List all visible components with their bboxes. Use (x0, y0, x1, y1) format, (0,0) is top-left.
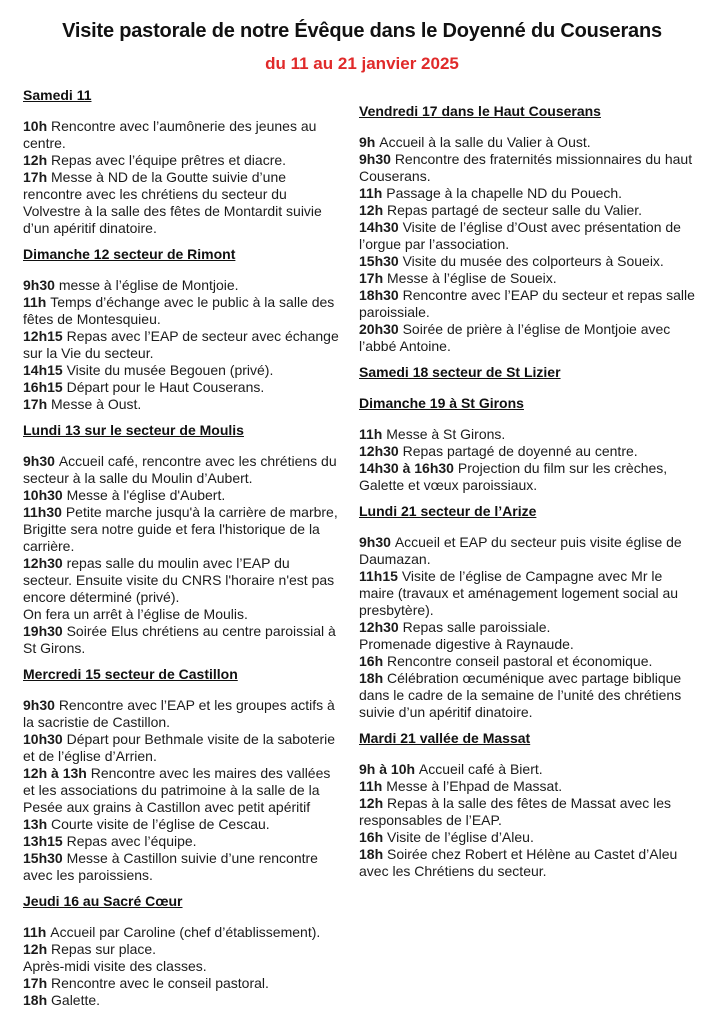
time-label: 12h15 (23, 328, 67, 344)
time-label: 12h30 (359, 443, 403, 459)
schedule-item (23, 941, 340, 958)
schedule-item (359, 829, 701, 846)
item-text: messe à l’église de Montjoie. (58, 277, 239, 293)
time-label: 14h30 (359, 219, 403, 235)
day-heading: Vendredi 17 dans le Haut Couserans (359, 103, 601, 119)
time-label: 11h15 (359, 568, 402, 584)
day-heading: Dimanche 19 à St Girons (359, 395, 524, 411)
schedule-item (23, 169, 340, 237)
day-section (359, 395, 701, 494)
item-text: Temps d’échange avec le public à la salle des fêtes de Montesquieu. (23, 294, 335, 327)
item-text: Messe à St Girons. (386, 426, 506, 442)
item-text: Accueil et EAP du secteur puis visite église de Daumazan. (359, 534, 682, 567)
time-label: 13h15 (23, 833, 67, 849)
item-text: Repas avec l’EAP de secteur avec échange sur la Vie du secteur. (23, 328, 339, 361)
schedule-item (359, 795, 701, 829)
item-text: Messe à l’Ehpad de Massat. (386, 778, 563, 794)
item-text: Accueil par Caroline (chef d’établissement). (50, 924, 321, 940)
item-text: Petite marche jusqu'à la carrière de marbre, Brigitte sera notre guide et fera l'historique de la carrière. (23, 504, 338, 554)
schedule-item (23, 697, 340, 731)
item-text: Rencontre avec les maires des vallées et les associations du patrimoine à la salle de la Pesée aux grains à Castillon avec petit apéritif (23, 765, 331, 815)
time-label: 9h (359, 134, 380, 150)
schedule-item (359, 151, 701, 185)
day-heading: Lundi 21 secteur de l’Arize (359, 503, 537, 519)
schedule-item (23, 816, 340, 833)
schedule-item (359, 219, 701, 253)
item-text: Rencontre avec l’aumônerie des jeunes au centre. (23, 118, 317, 151)
item-text: Rencontre avec l’EAP et les groupes actifs à la sacristie de Castillon. (23, 697, 335, 730)
time-label: 10h30 (23, 731, 67, 747)
schedule-item (23, 958, 340, 975)
item-text: Messe à l’église de Soueix. (387, 270, 557, 286)
item-text: Départ pour Bethmale visite de la saboterie et de l’église d’Arrien. (23, 731, 336, 764)
time-label: 17h (23, 169, 52, 185)
schedule-item (23, 118, 340, 152)
time-label: 10h (23, 118, 52, 134)
time-label: 11h30 (23, 504, 66, 520)
time-label: 18h (359, 670, 388, 686)
day-section (23, 666, 340, 884)
time-label: 13h (23, 816, 52, 832)
page-subtitle: du 11 au 21 janvier 2025 (265, 54, 459, 73)
schedule-item (23, 396, 340, 413)
item-text: Visite du musée Begouen (privé). (66, 362, 274, 378)
schedule-item (23, 277, 340, 294)
schedule-item (23, 731, 340, 765)
item-text: Rencontre avec le conseil pastoral. (51, 975, 269, 991)
time-label: 11h (23, 294, 51, 310)
schedule-item (23, 924, 340, 941)
schedule-item (359, 426, 701, 443)
time-label: 12h (359, 202, 388, 218)
schedule-item (359, 653, 701, 670)
time-label: 12h (23, 941, 52, 957)
schedule-item (359, 534, 701, 568)
item-text: Messe à l'église d'Aubert. (66, 487, 226, 503)
day-heading: Samedi 18 secteur de St Lizier (359, 364, 561, 380)
schedule-item (359, 443, 701, 460)
item-text: Départ pour le Haut Couserans. (66, 379, 265, 395)
schedule-item (359, 778, 701, 795)
item-text: Repas salle paroissiale. (402, 619, 551, 635)
item-text: Messe à Castillon suivie d’une rencontre avec les paroissiens. (23, 850, 318, 883)
time-label: 17h (23, 396, 52, 412)
schedule-item (359, 619, 701, 636)
time-label: 11h (359, 778, 387, 794)
schedule-item (359, 568, 701, 619)
item-text: Repas à la salle des fêtes de Massat avec les responsables de l’EAP. (359, 795, 672, 828)
item-text: Galette. (51, 992, 101, 1008)
schedule-item (359, 846, 701, 880)
item-text: Projection du film sur les crèches, Galette et vœux paroissiaux. (359, 460, 668, 493)
item-text: Célébration œcuménique avec partage biblique dans le cadre de la semaine de l’unité des chrétiens suivie d’un apéritif dinatoire. (359, 670, 682, 720)
schedule-item (359, 270, 701, 287)
time-label: 9h30 (23, 277, 59, 293)
schedule-item (23, 294, 340, 328)
day-heading: Mardi 21 vallée de Massat (359, 730, 531, 746)
time-label: 9h30 (23, 697, 59, 713)
schedule-item (359, 761, 701, 778)
item-text: Accueil café, rencontre avec les chrétiens du secteur à la salle du Moulin d’Aubert. (23, 453, 337, 486)
time-label: 16h (359, 829, 388, 845)
time-label: 17h (23, 975, 52, 991)
schedule-item (23, 992, 340, 1009)
day-section (359, 364, 701, 381)
schedule-item (359, 460, 701, 494)
item-text: Courte visite de l’église de Cescau. (51, 816, 270, 832)
schedule-item (359, 321, 701, 355)
time-label: 18h (359, 846, 388, 862)
item-text: Rencontre conseil pastoral et économique. (387, 653, 653, 669)
time-label: 11h (359, 185, 387, 201)
schedule-item (23, 623, 340, 657)
item-text: Repas avec l’équipe prêtres et diacre. (51, 152, 287, 168)
day-section (23, 87, 340, 237)
schedule-item (359, 636, 701, 653)
schedule-item (23, 765, 340, 816)
item-text: Visite de l’église de Campagne avec Mr le maire (travaux et aménagement logement social au presbytère). (359, 568, 679, 618)
time-label: 11h (23, 924, 51, 940)
item-text: Soirée chez Robert et Hélène au Castet d’Aleu avec les Chrétiens du secteur. (359, 846, 678, 879)
time-label: 14h30 à 16h30 (359, 460, 458, 476)
day-section (23, 422, 340, 657)
schedule-item (359, 134, 701, 151)
schedule-item (23, 606, 340, 623)
time-label: 12h (23, 152, 52, 168)
time-label: 18h (23, 992, 52, 1008)
time-label: 9h à 10h (359, 761, 419, 777)
item-text: Messe à Oust. (51, 396, 142, 412)
day-section (23, 893, 340, 1009)
day-heading: Mercredi 15 secteur de Castillon (23, 666, 238, 682)
item-text: Visite de l’église d’Aleu. (387, 829, 534, 845)
schedule-item (23, 152, 340, 169)
schedule-columns (20, 87, 704, 1018)
time-label: 16h15 (23, 379, 67, 395)
schedule-item (23, 379, 340, 396)
page-title: Visite pastorale de notre Évêque dans le Doyenné du Couserans (62, 20, 662, 42)
time-label: 12h (359, 795, 388, 811)
item-text: On fera un arrêt à l’église de Moulis. (23, 606, 248, 622)
item-text: Après-midi visite des classes. (23, 958, 207, 974)
schedule-item (23, 833, 340, 850)
item-text: Rencontre des fraternités missionnaires du haut Couserans. (359, 151, 693, 184)
item-text: Repas avec l’équipe. (66, 833, 197, 849)
time-label: 9h30 (23, 453, 59, 469)
item-text: Repas sur place. (51, 941, 157, 957)
schedule-item (23, 504, 340, 555)
item-text: Rencontre avec l’EAP du secteur et repas salle paroissiale. (359, 287, 695, 320)
day-section (359, 730, 701, 880)
time-label: 9h30 (359, 534, 395, 550)
schedule-item (359, 670, 701, 721)
time-label: 18h30 (359, 287, 403, 303)
schedule-item (23, 850, 340, 884)
schedule-item (359, 185, 701, 202)
time-label: 15h30 (359, 253, 403, 269)
item-text: Visite de l’église d’Oust avec présentation de l’orgue par l’association. (359, 219, 681, 252)
day-section (359, 503, 701, 721)
time-label: 14h15 (23, 362, 67, 378)
schedule-item (23, 453, 340, 487)
schedule-item (23, 328, 340, 362)
item-text: Accueil café à Biert. (418, 761, 543, 777)
time-label: 12h à 13h (23, 765, 91, 781)
schedule-item (23, 362, 340, 379)
item-text: Soirée Elus chrétiens au centre paroissial à St Girons. (23, 623, 336, 656)
time-label: 20h30 (359, 321, 403, 337)
item-text: repas salle du moulin avec l’EAP du secteur. Ensuite visite du CNRS l'horaire n'est pas encore déterminé (privé). (23, 555, 335, 605)
column-left (23, 87, 340, 1018)
column-right (359, 103, 701, 1018)
schedule-item (359, 287, 701, 321)
schedule-item (359, 202, 701, 219)
day-heading: Jeudi 16 au Sacré Cœur (23, 893, 183, 909)
day-section (359, 103, 701, 355)
time-label: 12h30 (359, 619, 403, 635)
item-text: Messe à ND de la Goutte suivie d’une rencontre avec les chrétiens du secteur du Volvestre à la salle des fêtes de Montardit suivie d’un apéritif dinatoire. (23, 169, 322, 236)
day-heading: Samedi 11 (23, 87, 92, 103)
time-label: 12h30 (23, 555, 67, 571)
time-label: 16h (359, 653, 388, 669)
item-text: Accueil à la salle du Valier à Oust. (379, 134, 591, 150)
time-label: 19h30 (23, 623, 67, 639)
schedule-item (23, 555, 340, 606)
time-label: 17h (359, 270, 388, 286)
schedule-item (23, 975, 340, 992)
time-label: 11h (359, 426, 387, 442)
schedule-item (359, 253, 701, 270)
item-text: Passage à la chapelle ND du Pouech. (386, 185, 623, 201)
time-label: 9h30 (359, 151, 395, 167)
item-text: Repas partagé de secteur salle du Valier. (387, 202, 643, 218)
item-text: Visite du musée des colporteurs à Soueix. (402, 253, 664, 269)
time-label: 10h30 (23, 487, 67, 503)
item-text: Repas partagé de doyenné au centre. (402, 443, 638, 459)
day-heading: Lundi 13 sur le secteur de Moulis (23, 422, 244, 438)
item-text: Soirée de prière à l’église de Montjoie avec l’abbé Antoine. (359, 321, 671, 354)
day-section (23, 246, 340, 413)
schedule-item (23, 487, 340, 504)
time-label: 15h30 (23, 850, 67, 866)
day-heading: Dimanche 12 secteur de Rimont (23, 246, 236, 262)
item-text: Promenade digestive à Raynaude. (359, 636, 574, 652)
